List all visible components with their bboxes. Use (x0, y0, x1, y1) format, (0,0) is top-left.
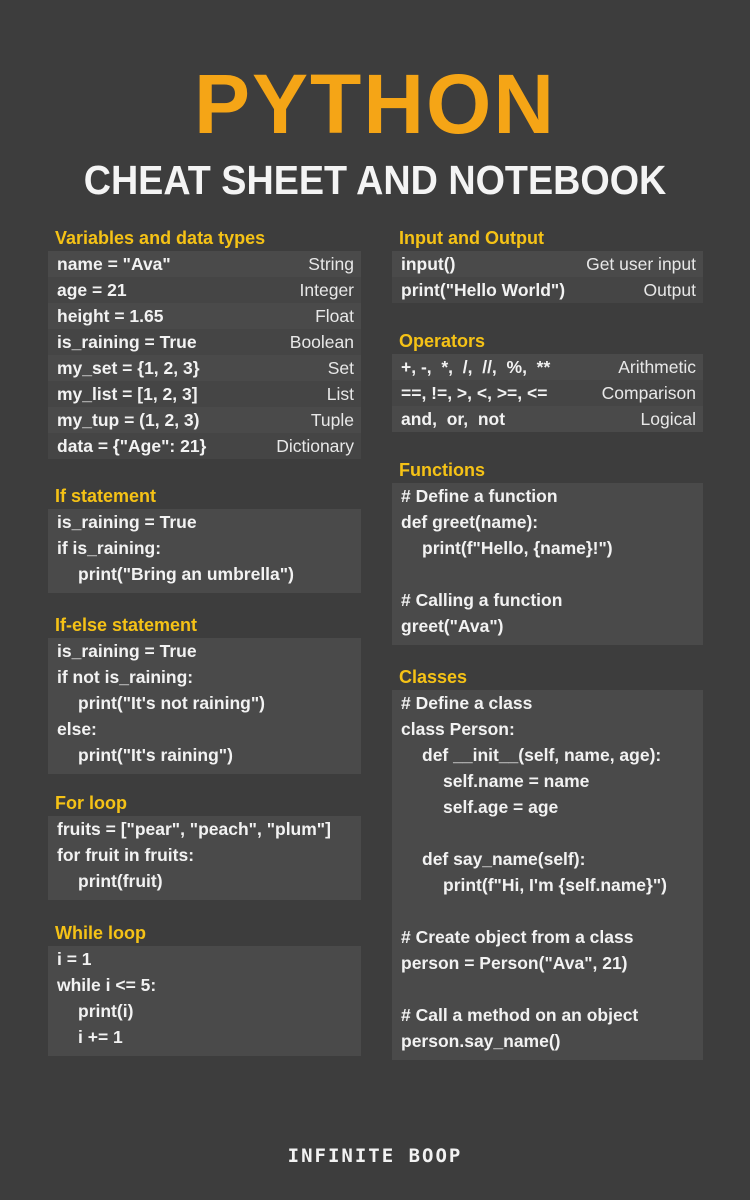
code-line: i = 1 (57, 949, 92, 969)
code-line: print(f"Hi, I'm {self.name}") (443, 875, 667, 895)
section-title: Functions (399, 460, 485, 480)
code-line: else: (57, 719, 97, 739)
code-line: if is_raining: (57, 538, 162, 558)
code-line: def say_name(self): (422, 849, 586, 869)
code-line: person.say_name() (401, 1031, 561, 1051)
table-row: and, or, not Logical (392, 406, 703, 432)
section-title: Operators (399, 331, 486, 351)
section-if-else (48, 612, 361, 774)
code-line: print("It's raining") (78, 745, 233, 765)
brand-logo: INFINITE BOOP (287, 1145, 463, 1167)
code-line: person = Person("Ava", 21) (401, 953, 628, 973)
code-block (48, 638, 361, 774)
code-line (392, 976, 703, 1002)
table-row: my_tup = (1, 2, 3) Tuple (48, 407, 361, 433)
code-line: fruits = ["pear", "peach", "plum"] (57, 819, 331, 839)
code-block (48, 946, 361, 1056)
table-row: data = {"Age": 21} Dictionary (48, 433, 361, 459)
code-line: is_raining = True (57, 512, 197, 532)
code-line: print(f"Hello, {name}!") (422, 538, 613, 558)
table-row: print("Hello World") Output (392, 277, 703, 303)
code-line: is_raining = True (57, 641, 197, 661)
code-line: i += 1 (78, 1027, 123, 1047)
table-row: +, -, *, /, //, %, ** Arithmetic (392, 354, 703, 380)
code-line: # Call a method on an object (401, 1005, 639, 1025)
code-line (392, 820, 703, 846)
code-line: def __init__(self, name, age): (422, 745, 662, 765)
section-variables (48, 225, 361, 459)
code-line (392, 898, 703, 924)
table-row: name = "Ava" String (48, 251, 361, 277)
section-title: If statement (55, 486, 157, 506)
table-row: is_raining = True Boolean (48, 329, 361, 355)
table-row: my_list = [1, 2, 3] List (48, 381, 361, 407)
code-line: for fruit in fruits: (57, 845, 195, 865)
code-line: # Define a function (401, 486, 558, 506)
section-classes (392, 664, 703, 1060)
code-block (392, 483, 703, 645)
code-line (392, 561, 703, 587)
section-title: Input and Output (399, 228, 544, 248)
code-block (392, 690, 703, 1060)
code-line: self.name = name (443, 771, 590, 791)
table-row: height = 1.65 Float (48, 303, 361, 329)
page-title: PYTHON (193, 57, 557, 151)
code-line: self.age = age (443, 797, 559, 817)
table-row: input() Get user input (392, 251, 703, 277)
code-line: greet("Ava") (401, 616, 504, 636)
section-operators (392, 328, 703, 432)
code-line: if not is_raining: (57, 667, 194, 687)
section-for-loop (48, 790, 361, 900)
section-title: Classes (399, 667, 468, 687)
code-line: # Define a class (401, 693, 533, 713)
code-line: print(fruit) (78, 871, 163, 891)
code-line: # Calling a function (401, 590, 563, 610)
section-functions (392, 457, 703, 645)
table-row: age = 21 Integer (48, 277, 361, 303)
code-line: # Create object from a class (401, 927, 634, 947)
code-line: class Person: (401, 719, 515, 739)
code-line: print(i) (78, 1001, 134, 1021)
page-subtitle: CHEAT SHEET AND NOTEBOOK (83, 157, 667, 203)
section-if-statement (48, 483, 361, 593)
code-line: while i <= 5: (57, 975, 157, 995)
section-title: Variables and data types (55, 228, 266, 248)
code-line: print("Bring an umbrella") (78, 564, 294, 584)
table-row: ==, !=, >, <, >=, <= Comparison (392, 380, 703, 406)
section-title: If-else statement (55, 615, 198, 635)
section-title: For loop (55, 793, 127, 813)
section-while-loop (48, 920, 361, 1056)
table-row: my_set = {1, 2, 3} Set (48, 355, 361, 381)
code-block (48, 816, 361, 900)
code-line: def greet(name): (401, 512, 539, 532)
code-line: print("It's not raining") (78, 693, 265, 713)
section-title: While loop (55, 923, 146, 943)
section-input-output (392, 225, 703, 303)
code-block (48, 509, 361, 593)
